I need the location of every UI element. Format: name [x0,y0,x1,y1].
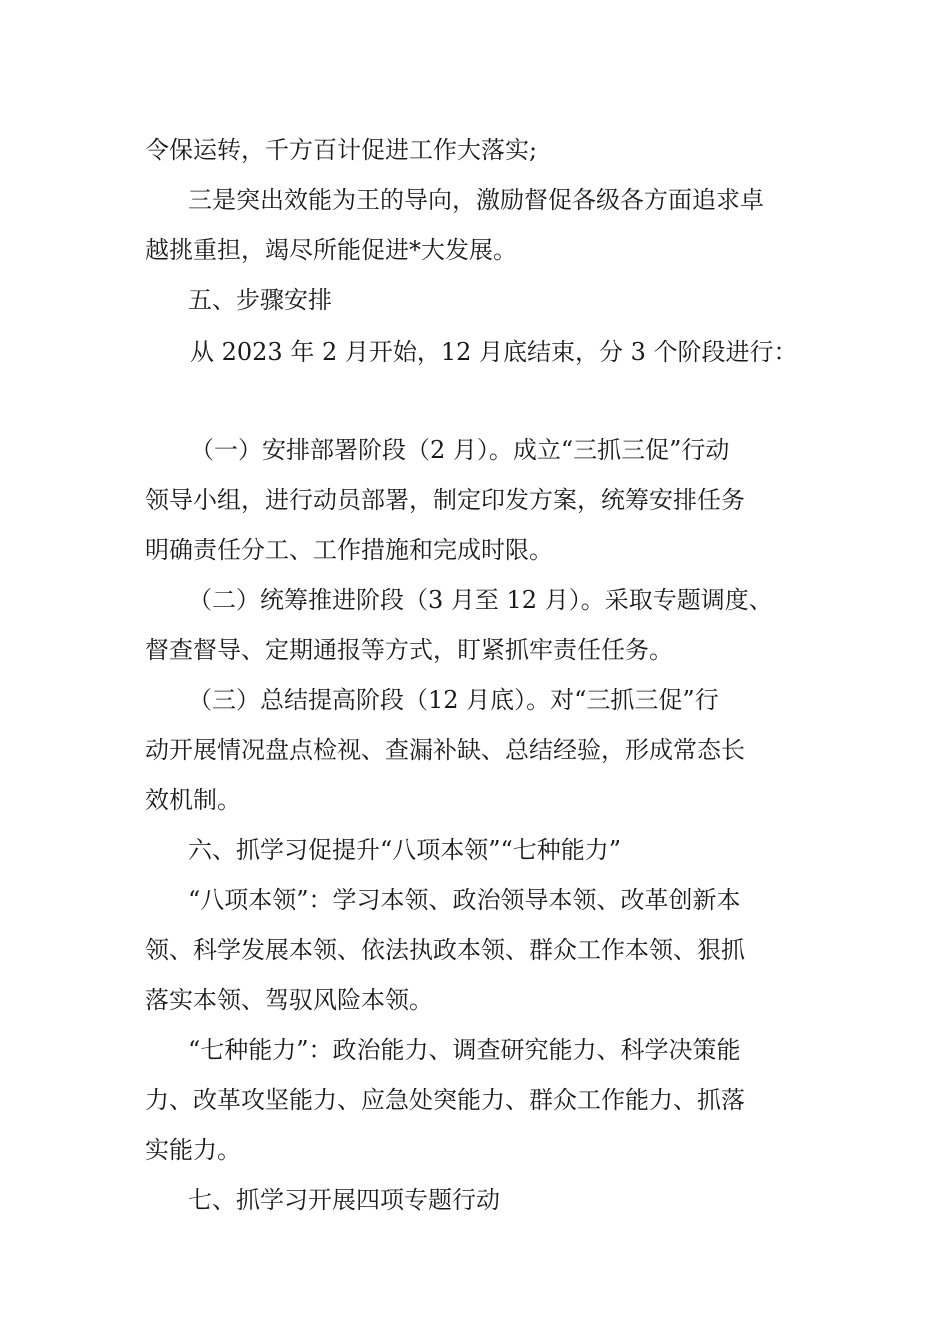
paragraph-line: 动开展情况盘点检视、查漏补缺、总结经验，形成常态长 [145,736,745,764]
paragraph-line: 领导小组，进行动员部署，制定印发方案，统筹安排任务 [145,486,745,514]
paragraph-line: 明确责任分工、工作措施和完成时限。 [145,536,553,564]
paragraph-line: “七种能力”：政治能力、调查研究能力、科学决策能 [188,1036,741,1064]
paragraph-line: “八项本领”：学习本领、政治领导本领、改革创新本 [188,886,741,914]
paragraph-line: 实能力。 [145,1136,241,1164]
section-heading: 五、步骤安排 [188,286,332,314]
paragraph-line: 越挑重担，竭尽所能促进*大发展。 [145,236,517,264]
paragraph-line: 三是突出效能为王的导向，激励督促各级各方面追求卓 [188,186,764,214]
paragraph-line: 力、改革攻坚能力、应急处突能力、群众工作能力、抓落 [145,1086,745,1114]
paragraph-line: 落实本领、驾驭风险本领。 [145,986,433,1014]
paragraph-line: （三）总结提高阶段（12 月底）。对“三抓三促”行 [188,686,719,714]
paragraph-line: （一）安排部署阶段（2 月）。成立“三抓三促”行动 [190,436,730,464]
section-heading: 七、抓学习开展四项专题行动 [188,1186,500,1214]
paragraph-line: 效机制。 [145,786,241,814]
paragraph-line: 督查督导、定期通报等方式，盯紧抓牢责任任务。 [145,636,673,664]
paragraph-line: 领、科学发展本领、依法执政本领、群众工作本领、狠抓 [145,936,745,964]
section-heading: 六、抓学习促提升“八项本领”“七种能力” [188,836,622,864]
paragraph-line: （二）统筹推进阶段（3 月至 12 月）。采取专题调度、 [188,586,773,614]
paragraph-line: 令保运转，千方百计促进工作大落实; [145,136,538,164]
paragraph-line: 从 2023 年 2 月开始，12 月底结束，分 3 个阶段进行： [190,338,798,366]
